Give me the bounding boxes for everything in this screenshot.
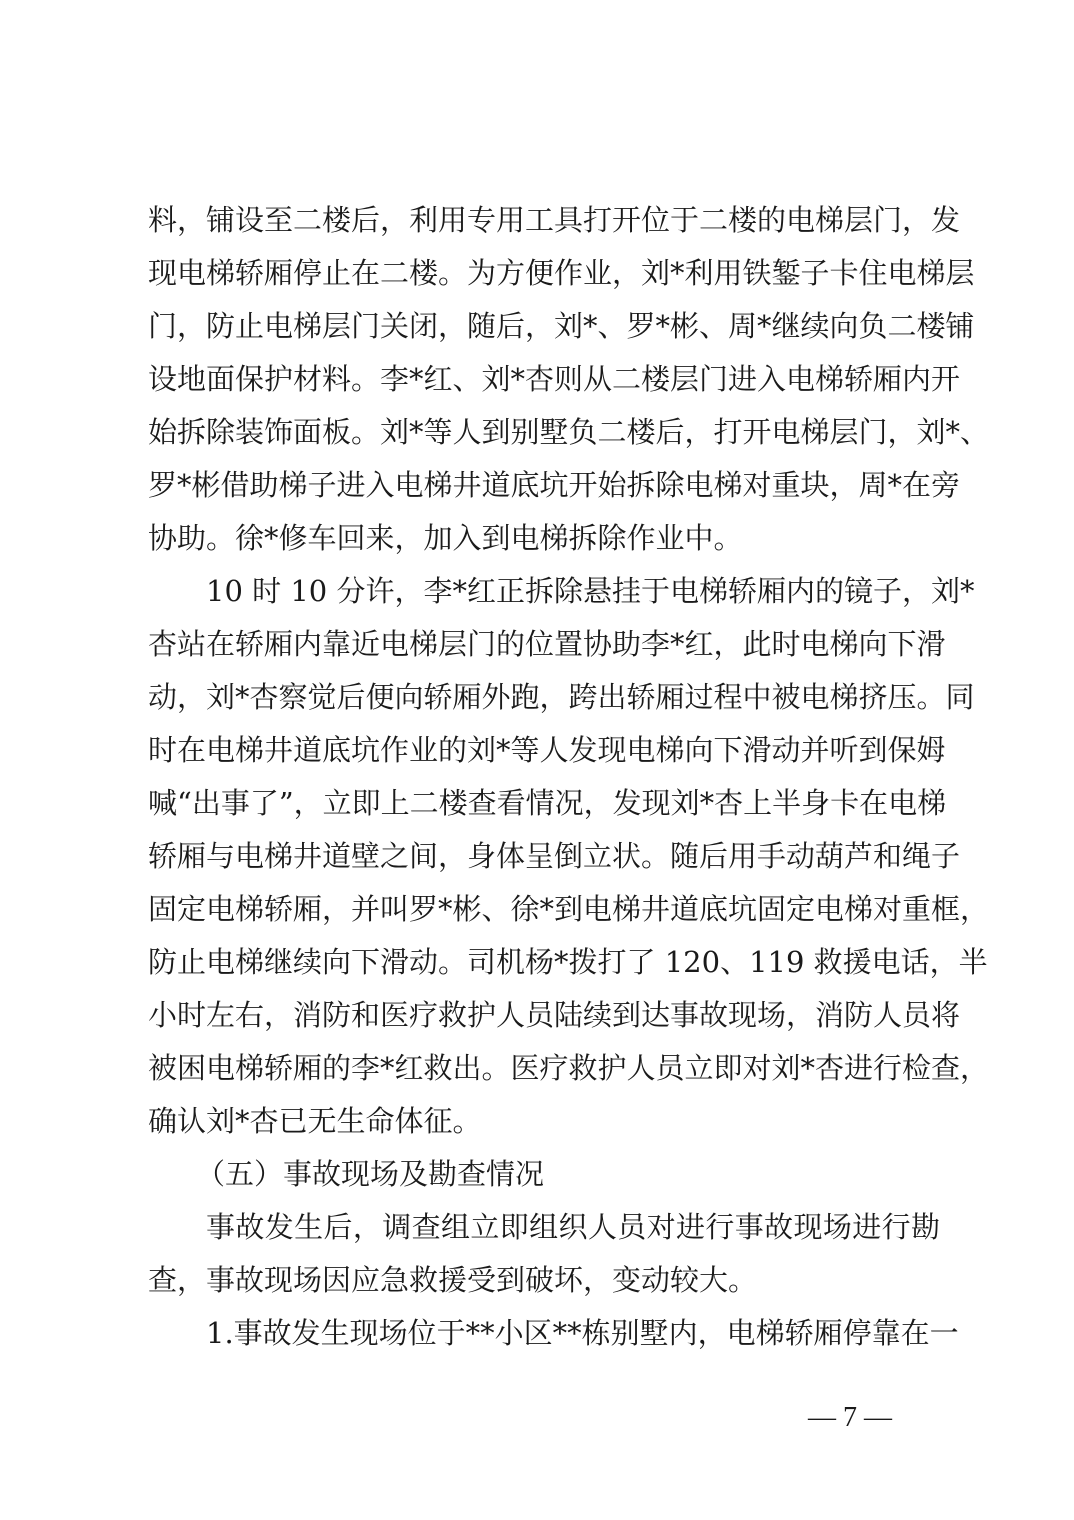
- paragraph-line: 事故发生后，调查组立即组织人员对进行事故现场进行勘: [206, 1210, 940, 1244]
- paragraph-line: 轿厢与电梯井道壁之间，身体呈倒立状。随后用手动葫芦和绳子: [148, 839, 961, 873]
- paragraph-line: 喊“出事了”，立即上二楼查看情况，发现刘*杏上半身卡在电梯: [148, 786, 947, 820]
- paragraph-line: 协助。徐*修车回来，加入到电梯拆除作业中。: [148, 521, 743, 555]
- paragraph-line: 被困电梯轿厢的李*红救出。医疗救护人员立即对刘*杏进行检查，: [148, 1051, 990, 1085]
- paragraph-line: 动，刘*杏察觉后便向轿厢外跑，跨出轿厢过程中被电梯挤压。同: [148, 680, 975, 714]
- section-heading: （五）事故现场及勘查情况: [196, 1157, 545, 1191]
- paragraph-line: 门，防止电梯层门关闭，随后，刘*、罗*彬、周*继续向负二楼铺: [148, 309, 975, 343]
- paragraph-line: 确认刘*杏已无生命体征。: [148, 1104, 482, 1138]
- paragraph-line: 10 时 10 分许，李*红正拆除悬挂于电梯轿厢内的镜子，刘*: [206, 574, 975, 608]
- paragraph-line: 查，事故现场因应急救援受到破坏，变动较大。: [148, 1263, 758, 1297]
- paragraph-line: 设地面保护材料。李*红、刘*杏则从二楼层门进入电梯轿厢内开: [148, 362, 961, 396]
- paragraph-line: 小时左右，消防和医疗救护人员陆续到达事故现场，消防人员将: [148, 998, 961, 1032]
- paragraph-line: 始拆除装饰面板。刘*等人到别墅负二楼后，打开电梯层门，刘*、: [148, 415, 990, 449]
- paragraph-line: 防止电梯继续向下滑动。司机杨*拨打了 120、119 救援电话，半: [148, 945, 988, 979]
- paragraph-line: 罗*彬借助梯子进入电梯井道底坑开始拆除电梯对重块，周*在旁: [148, 468, 961, 502]
- page-number: — 7 —: [808, 1402, 892, 1433]
- paragraph-line: 固定电梯轿厢，并叫罗*彬、徐*到电梯井道底坑固定电梯对重框，: [148, 892, 990, 926]
- paragraph-line: 现电梯轿厢停止在二楼。为方便作业，刘*利用铁錾子卡住电梯层: [148, 256, 975, 290]
- paragraph-line: 杏站在轿厢内靠近电梯层门的位置协助李*红，此时电梯向下滑: [148, 627, 946, 661]
- paragraph-line: 时在电梯井道底坑作业的刘*等人发现电梯向下滑动并听到保姆: [148, 733, 946, 767]
- paragraph-line: 料，铺设至二楼后，利用专用工具打开位于二楼的电梯层门，发: [148, 203, 961, 237]
- paragraph-line: 1.事故发生现场位于**小区**栋别墅内，电梯轿厢停靠在一: [206, 1316, 959, 1350]
